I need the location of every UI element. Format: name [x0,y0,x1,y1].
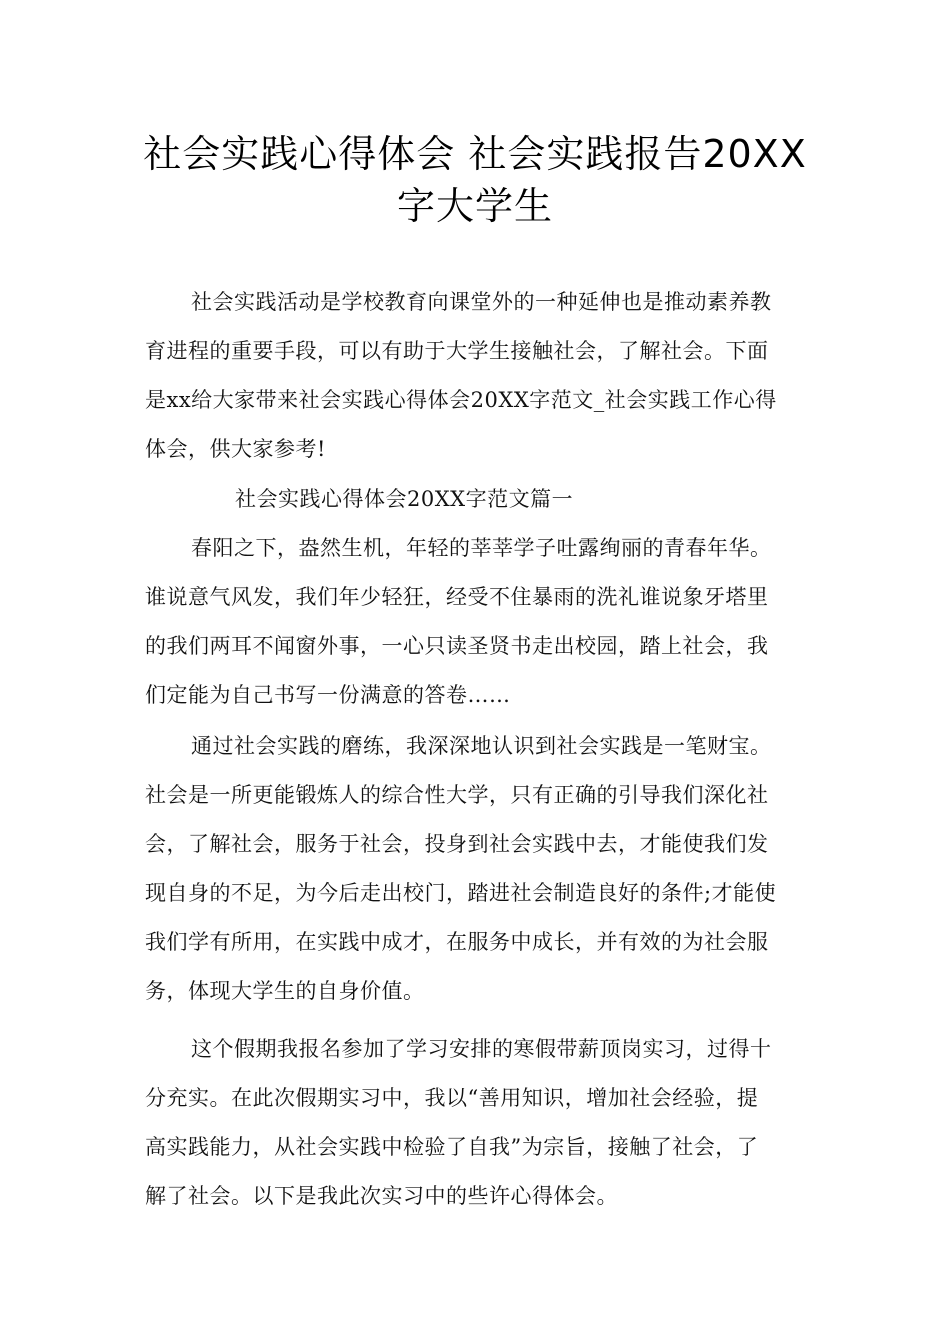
paragraph-line: 这个假期我报名参加了学习安排的寒假带薪顶岗实习，过得十 [191,1037,772,1061]
paragraph-2 [145,722,815,1016]
document-title-line-1: 社会实践心得体会 社会实践报告20XX [143,132,807,176]
paragraph-line: 社会是一所更能锻炼人的综合性大学，只有正确的引导我们深化社 [145,783,769,807]
section-heading: 社会实践心得体会20XX字范文篇一 [235,487,574,511]
paragraph-line: 们定能为自己书写一份满意的答卷…… [145,683,511,707]
paragraph-3 [145,1025,815,1221]
paragraph-line: 春阳之下，盎然生机，年轻的莘莘学子吐露绚丽的青春年华。 [191,536,772,560]
intro-line: 社会实践活动是学校教育向课堂外的一种延伸也是推动素养教 [191,290,772,314]
paragraph-line: 通过社会实践的磨练，我深深地认识到社会实践是一笔财宝。 [191,734,772,758]
paragraph-line: 务，体现大学生的自身价值。 [145,979,425,1003]
intro-line: 育进程的重要手段，可以有助于大学生接触社会，了解社会。下面 [145,339,769,363]
paragraph-line: 会，了解社会，服务于社会，投身到社会实践中去，才能使我们发 [145,832,769,856]
paragraph-line: 分充实。在此次假期实习中，我以“善用知识，增加社会经验，提 [145,1086,759,1110]
paragraph-line: 我们学有所用，在实践中成才，在服务中成长，并有效的为社会服 [145,930,769,954]
intro-line: 体会，供大家参考! [145,437,326,461]
paragraph-line: 的我们两耳不闻窗外事，一心只读圣贤书走出校园，踏上社会，我 [145,634,769,658]
intro-paragraph [145,278,815,474]
intro-line: 是xx给大家带来社会实践心得体会20XX字范文_社会实践工作心得 [145,388,777,412]
paragraph-line: 解了社会。以下是我此次实习中的些许心得体会。 [145,1184,618,1208]
paragraph-line: 高实践能力，从社会实践中检验了自我”为宗旨，接触了社会，了 [145,1135,759,1159]
paragraph-line: 现自身的不足，为今后走出校门，踏进社会制造良好的条件;才能使 [145,881,777,905]
paragraph-1 [145,524,815,720]
paragraph-line: 谁说意气风发，我们年少轻狂，经受不住暴雨的洗礼谁说象牙塔里 [145,585,769,609]
document-title-line-2: 字大学生 [396,184,553,228]
